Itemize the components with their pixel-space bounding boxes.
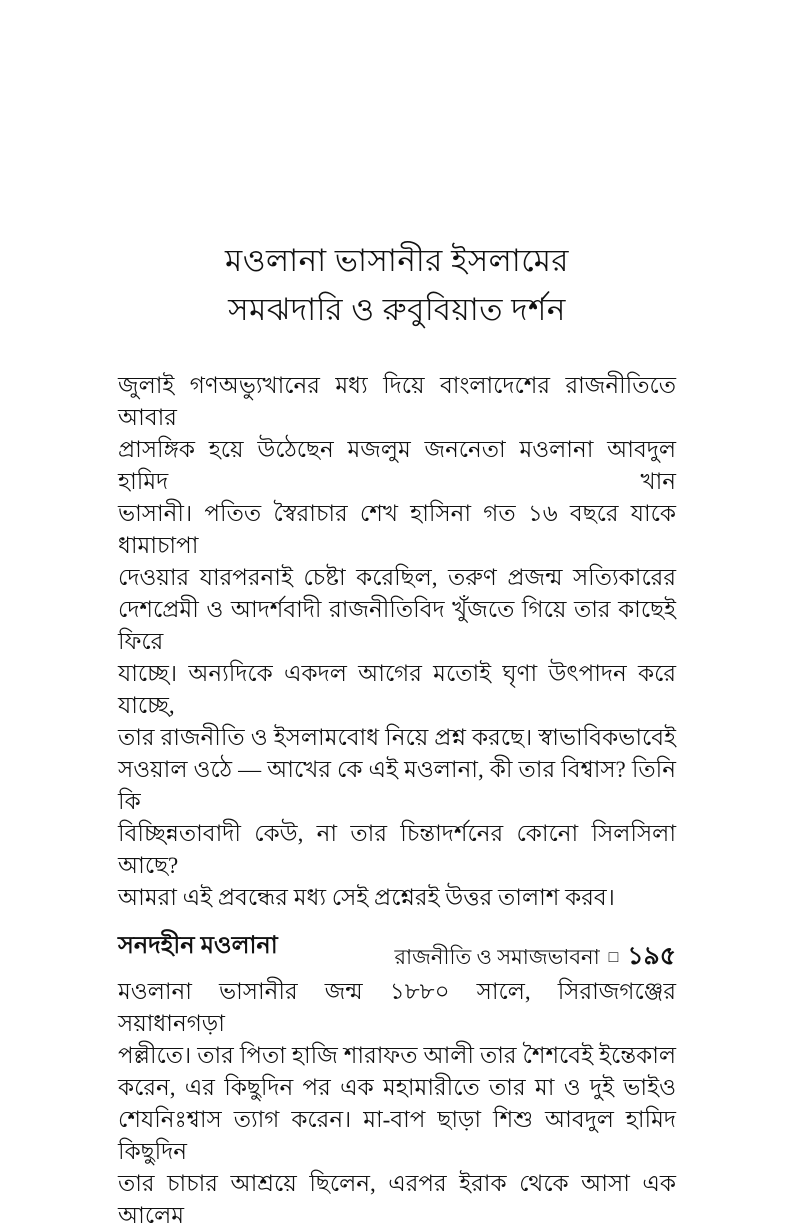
text-line: প্রাসঙ্গিক হয়ে উঠেছেন মজলুম জননেতা মওলানা আবদুল হামিদ খান — [118, 437, 676, 494]
text-line: যাচ্ছে। অন্যদিকে একদল আগের মতোই ঘৃণা উৎপাদন করে যাচ্ছে, — [118, 661, 676, 718]
text-line: দেশপ্রেমী ও আদর্শবাদী রাজনীতিবিদ খুঁজতে গিয়ে তার কাছেই ফিরে — [118, 597, 676, 654]
text-line: ভাসানী। পতিত স্বৈরাচার শেখ হাসিনা গত ১৬ বছরে যাকে ধামাচাপা — [118, 501, 676, 558]
title-line-1: মওলানা ভাসানীর ইসলামের — [224, 243, 569, 278]
text-line: শেযনিঃশ্বাস ত্যাগ করেন। মা-বাপ ছাড়া শিশু আবদুল হামিদ কিছুদিন — [118, 1107, 676, 1164]
page-number: ১৯৫ — [627, 943, 676, 970]
footer-section-label: রাজনীতি ও সমাজভাবনা — [394, 945, 600, 969]
text-line: তার রাজনীতি ও ইসলামবোধ নিয়ে প্রশ্ন করছে। স্বাভাবিকভাবেই — [118, 725, 676, 750]
text-line: মওলানা ভাসানীর জন্ম ১৮৮০ সালে, সিরাজগঞ্জের সয়াধানগড়া — [118, 979, 676, 1036]
text-line: করেন, এর কিছুদিন পর এক মহামারীতে তার মা ও দুই ভাইও — [118, 1075, 676, 1100]
paragraph-2 — [118, 976, 676, 1232]
text-line: বিচ্ছিন্নতাবাদী কেউ, না তার চিন্তাদর্শনের কোনো সিলসিলা আছে? — [118, 821, 676, 878]
text-line: দেওয়ার যারপরনাই চেষ্টা করেছিল, তরুণ প্রজন্ম সত্যিকারের — [118, 565, 676, 590]
paragraph-1 — [118, 370, 676, 914]
text-line: তার চাচার আশ্রয়ে ছিলেন, এরপর ইরাক থেকে আসা এক আলেম — [118, 1171, 676, 1228]
page-title — [118, 236, 676, 334]
page-footer — [395, 941, 677, 976]
square-separator-icon: □ — [608, 949, 619, 966]
text-line: পল্লীতে। তার পিতা হাজি শারাফত আলী তার শৈশবেই ইন্তেকাল — [118, 1043, 676, 1068]
text-line: আমরা এই প্রবন্ধের মধ্য সেই প্রশ্নেরই উত্তর তালাশ করব। — [118, 885, 615, 910]
text-line: জুলাই গণঅভ্যুখানের মধ্য দিয়ে বাংলাদেশের রাজনীতিতে আবার — [118, 373, 676, 430]
text-line: সওয়াল ওঠে — আখের কে এই মওলানা, কী তার বিশ্বাস? তিনি কি — [118, 757, 676, 814]
body-text — [118, 370, 676, 1232]
title-line-2: সমঝদারি ও রুবুবিয়াত দর্শন — [228, 292, 566, 327]
section-heading: সনদহীন মওলানা — [118, 933, 278, 959]
